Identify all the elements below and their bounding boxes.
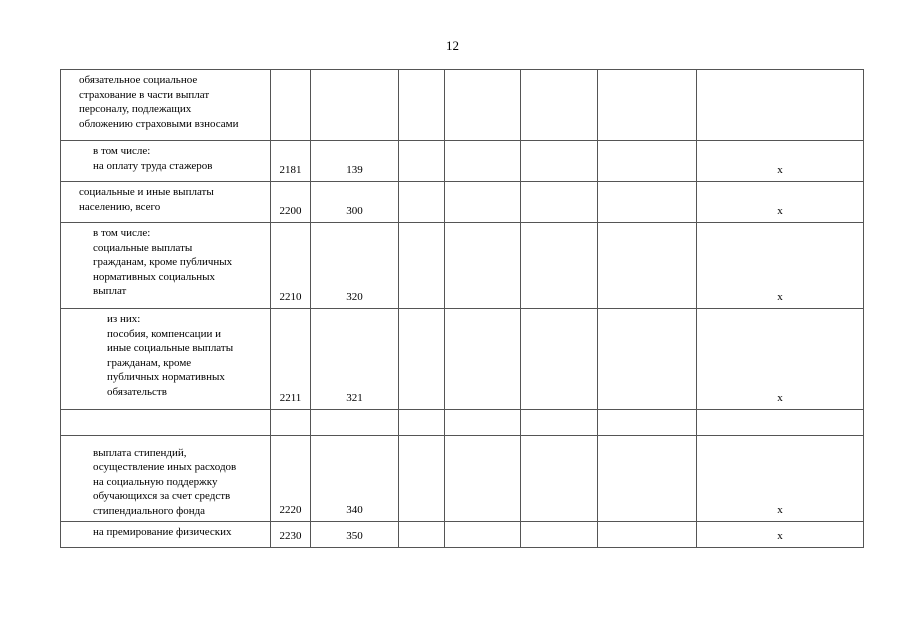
- empty-cell: [399, 182, 445, 223]
- empty-cell: [598, 70, 697, 141]
- row-last-value: х: [697, 436, 864, 522]
- row-code: 2210: [271, 223, 311, 309]
- row-code: 2211: [271, 309, 311, 410]
- row-last-value: [697, 410, 864, 436]
- table-row: [61, 309, 864, 410]
- empty-cell: [598, 141, 697, 182]
- table-row: [61, 223, 864, 309]
- row-description: обязательное социальное страхование в части выплат персоналу, подлежащих обложению страховыми взносами: [61, 70, 271, 141]
- row-kosgu: 350: [311, 522, 399, 548]
- empty-cell: [521, 182, 598, 223]
- row-last-value: х: [697, 309, 864, 410]
- empty-cell: [521, 223, 598, 309]
- row-code: 2200: [271, 182, 311, 223]
- table-row: [61, 70, 864, 141]
- row-kosgu: 321: [311, 309, 399, 410]
- row-description: выплата стипендий, осуществление иных расходов на социальную поддержку обучающихся за счет средств стипендиального фонда: [61, 436, 271, 522]
- row-description: в том числе: социальные выплаты гражданам, кроме публичных нормативных социальных выплат: [61, 223, 271, 309]
- empty-cell: [445, 436, 521, 522]
- row-description: социальные и иные выплаты населению, всего: [61, 182, 271, 223]
- page-number: 12: [446, 38, 459, 53]
- budget-table: [60, 69, 864, 548]
- empty-cell: [598, 223, 697, 309]
- empty-cell: [399, 70, 445, 141]
- row-kosgu: 300: [311, 182, 399, 223]
- row-code: [271, 70, 311, 141]
- empty-cell: [598, 410, 697, 436]
- empty-cell: [521, 410, 598, 436]
- empty-cell: [598, 182, 697, 223]
- table-row: [61, 410, 864, 436]
- row-code: 2181: [271, 141, 311, 182]
- row-last-value: х: [697, 141, 864, 182]
- empty-cell: [598, 309, 697, 410]
- empty-cell: [399, 309, 445, 410]
- row-code: [271, 410, 311, 436]
- row-description: [61, 410, 271, 436]
- row-description: на премирование физических: [61, 522, 271, 548]
- empty-cell: [445, 223, 521, 309]
- empty-cell: [598, 436, 697, 522]
- empty-cell: [445, 141, 521, 182]
- row-last-value: х: [697, 223, 864, 309]
- empty-cell: [399, 223, 445, 309]
- empty-cell: [445, 70, 521, 141]
- empty-cell: [445, 522, 521, 548]
- empty-cell: [445, 182, 521, 223]
- table-row: [61, 436, 864, 522]
- empty-cell: [521, 70, 598, 141]
- row-kosgu: 139: [311, 141, 399, 182]
- empty-cell: [521, 309, 598, 410]
- row-last-value: х: [697, 182, 864, 223]
- table-row: [61, 182, 864, 223]
- empty-cell: [598, 522, 697, 548]
- empty-cell: [399, 141, 445, 182]
- empty-cell: [399, 410, 445, 436]
- table-row: [61, 522, 864, 548]
- row-kosgu: 320: [311, 223, 399, 309]
- row-kosgu: 340: [311, 436, 399, 522]
- row-code: 2220: [271, 436, 311, 522]
- empty-cell: [445, 410, 521, 436]
- empty-cell: [445, 309, 521, 410]
- empty-cell: [521, 436, 598, 522]
- empty-cell: [521, 522, 598, 548]
- row-kosgu: [311, 410, 399, 436]
- row-last-value: х: [697, 522, 864, 548]
- row-last-value: [697, 70, 864, 141]
- empty-cell: [521, 141, 598, 182]
- row-kosgu: [311, 70, 399, 141]
- empty-cell: [399, 522, 445, 548]
- table-row: [61, 141, 864, 182]
- row-description: в том числе: на оплату труда стажеров: [61, 141, 271, 182]
- row-description: из них: пособия, компенсации и иные социальные выплаты гражданам, кроме публичных нормативных обязательств: [61, 309, 271, 410]
- empty-cell: [399, 436, 445, 522]
- row-code: 2230: [271, 522, 311, 548]
